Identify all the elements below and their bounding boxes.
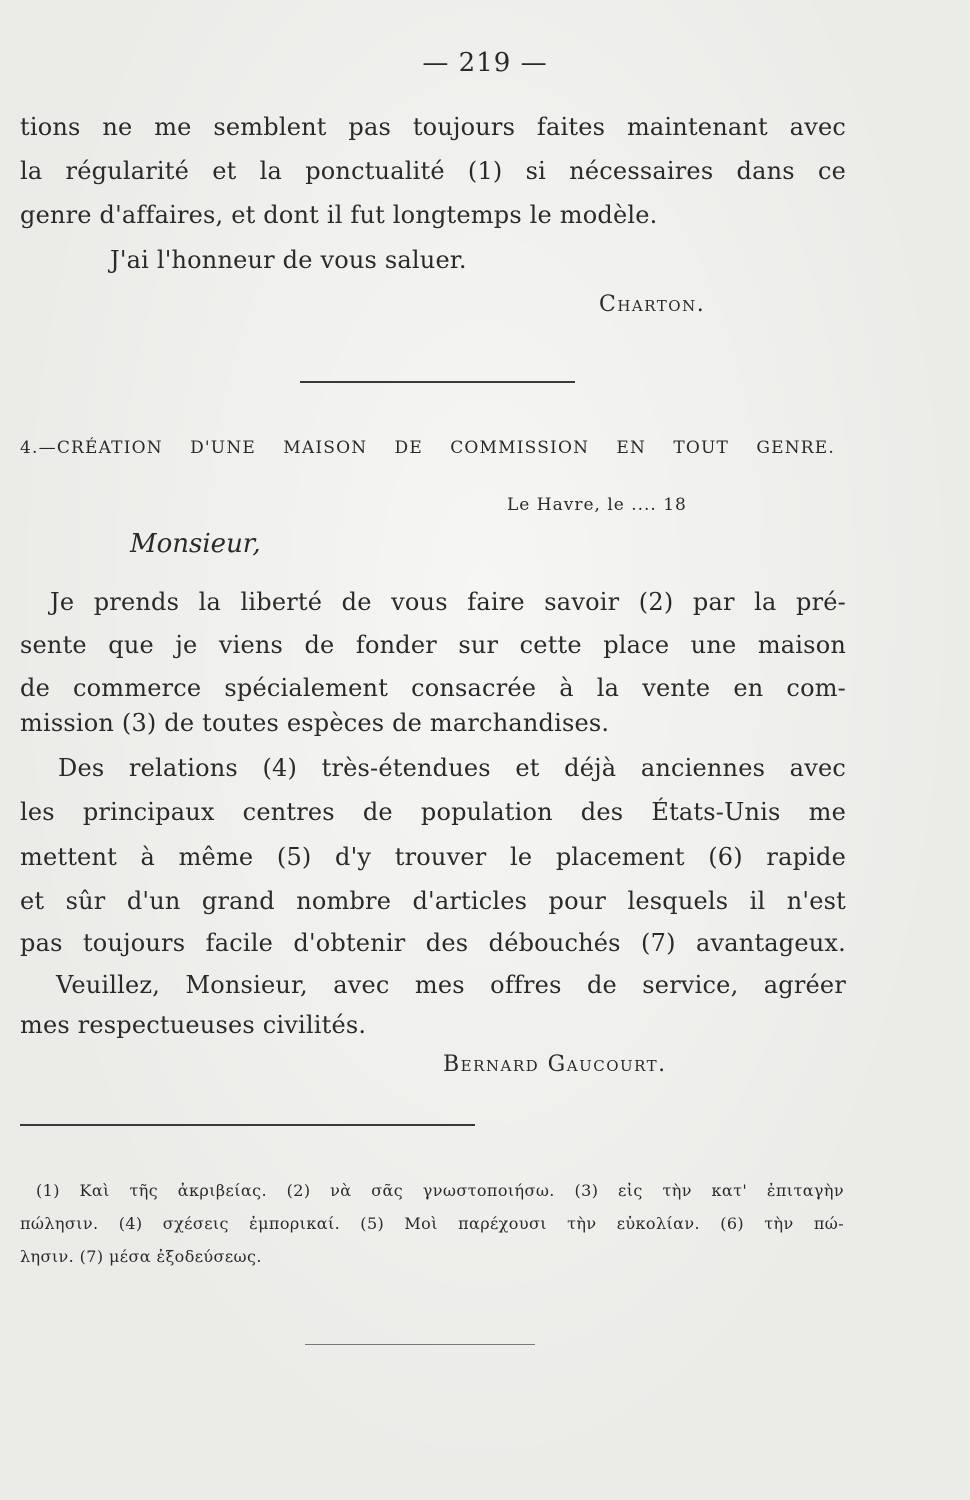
body-line: les principaux centres de population des États-Unis me (20, 798, 846, 826)
body-line: Des relations (4) très-étendues et déjà anciennes avec (58, 754, 846, 782)
bottom-rule (305, 1344, 535, 1345)
footnote-divider (20, 1124, 475, 1126)
body-line: pas toujours facile d'obtenir des débouchés (7) avantageux. (20, 929, 846, 957)
body-line: Veuillez, Monsieur, avec mes offres de service, agréer (56, 971, 846, 999)
page-number: — 219 — (422, 48, 548, 78)
body-line: Je prends la liberté de vous faire savoir (2) par la pré- (50, 588, 846, 616)
signature: Charton. (599, 292, 706, 317)
footnote-line: πώλησιν. (4) σχέσεις ἐμπορικαί. (5) Μοὶ παρέχουσι τὴν εὐκολίαν. (6) τὴν πώ- (20, 1214, 844, 1233)
section-title: 4.—CRÉATION D'UNE MAISON DE COMMISSION EN TOUT GENRE. (20, 438, 835, 458)
body-line: genre d'affaires, et dont il fut longtemps le modèle. (20, 201, 658, 229)
dateline: Le Havre, le .... 18 (507, 495, 687, 515)
closing-line: J'ai l'honneur de vous saluer. (110, 246, 467, 274)
body-line: mission (3) de toutes espèces de marchandises. (20, 709, 610, 737)
signature: Bernard Gaucourt. (443, 1052, 667, 1077)
body-line: la régularité et la ponctualité (1) si nécessaires dans ce (20, 157, 846, 185)
body-line: mettent à même (5) d'y trouver le placement (6) rapide (20, 843, 846, 871)
body-line: sente que je viens de fonder sur cette place une maison (20, 631, 846, 659)
body-line: de commerce spécialement consacrée à la vente en com- (20, 674, 846, 702)
body-line: tions ne me semblent pas toujours faites maintenant avec (20, 113, 846, 141)
body-line: et sûr d'un grand nombre d'articles pour lesquels il n'est (20, 887, 846, 915)
section-divider (300, 381, 575, 383)
body-line: mes respectueuses civilités. (20, 1011, 367, 1039)
footnote-line: (1) Καὶ τῆς ἀκριβείας. (2) νὰ σᾶς γνωστοποιήσω. (3) εἰς τὴν κατ' ἐπιταγὴν (36, 1181, 844, 1200)
salutation: Monsieur, (130, 529, 261, 559)
footnote-line: λησιν. (7) μέσα ἐξοδεύσεως. (20, 1247, 262, 1266)
